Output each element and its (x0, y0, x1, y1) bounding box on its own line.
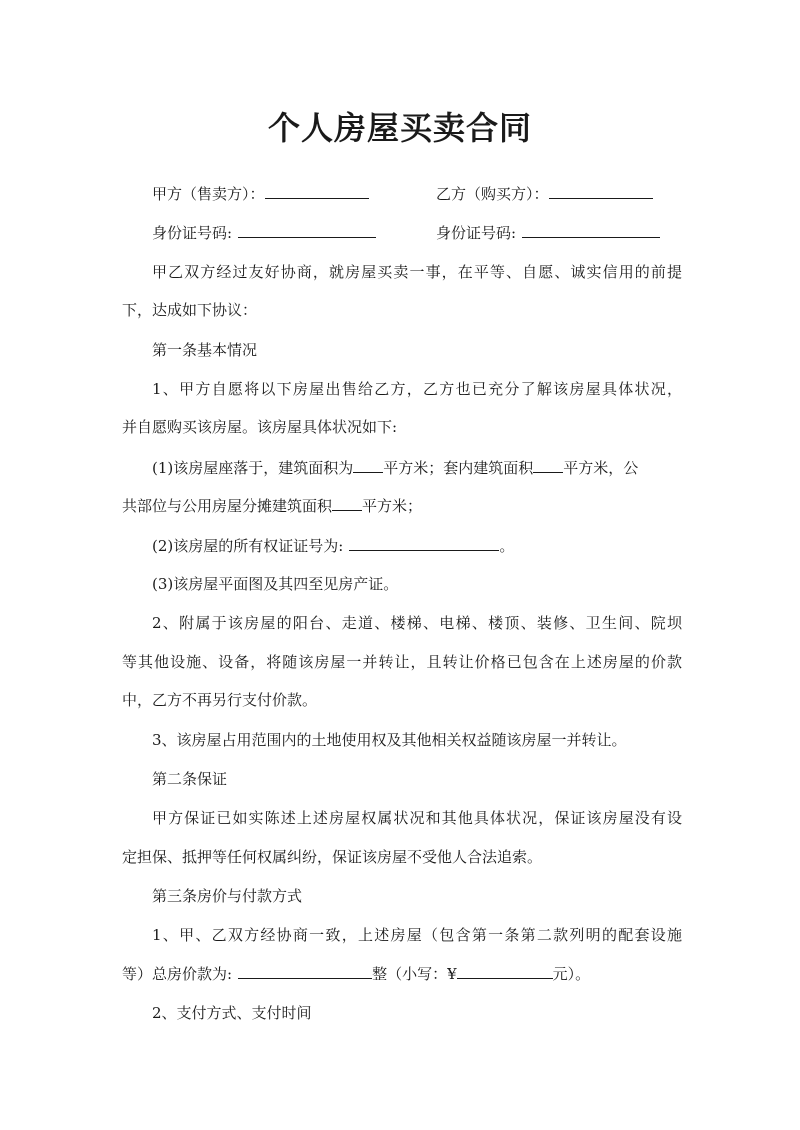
article-3-clause-1-line-1: 1、甲、乙双方经协商一致，上述房屋（包含第一条第二款列明的配套设施 (152, 926, 682, 944)
article-1-item-3: (3)该房屋平面图及其四至见房产证。 (152, 575, 399, 593)
article-1-clause-3: 3、该房屋占用范围内的土地使用权及其他相关权益随该房屋一并转让。 (152, 731, 627, 749)
id-b-label: 身份证号码: (436, 224, 517, 242)
total-price-figures-blank[interactable] (457, 963, 553, 979)
party-b-field (436, 183, 653, 204)
party-a-label: 甲方（售卖方）： (152, 185, 265, 203)
party-a-field (152, 183, 369, 204)
price-text-b: 整（小写：¥ (372, 965, 457, 983)
article-1-clause-2-line-3: 中，乙方不再另行支付价款。 (122, 691, 318, 709)
item-1-text-e: 平方米； (362, 497, 423, 515)
id-a-field (152, 222, 376, 243)
article-1-clause-1-line-1: 1、甲方自愿将以下房屋出售给乙方，乙方也已充分了解该房屋具体状况， (152, 380, 682, 398)
item-1-text-d: 共部位与公用房屋分摊建筑面积 (122, 497, 333, 515)
article-1-item-1-line-1 (152, 457, 712, 478)
price-text-c: 元）。 (552, 965, 591, 983)
article-1-heading: 第一条基本情况 (152, 341, 258, 359)
party-b-blank[interactable] (549, 183, 653, 199)
article-2-line-2: 定担保、抵押等任何权属纠纷，保证该房屋不受他人合法追索。 (122, 848, 543, 866)
id-a-label: 身份证号码: (152, 224, 233, 242)
party-a-blank[interactable] (265, 183, 369, 199)
article-1-clause-2-line-2: 等其他设施、设备，将随该房屋一并转让，且转让价格已包含在上述房屋的价款 (122, 653, 682, 671)
article-2-line-1: 甲方保证已如实陈述上述房屋权属状况和其他具体状况，保证该房屋没有设 (152, 809, 682, 827)
total-price-words-blank[interactable] (238, 963, 372, 979)
article-1-clause-1-line-2: 并自愿购买该房屋。该房屋具体状况如下: (122, 418, 398, 436)
price-text-a: 等）总房价款为: (122, 965, 233, 983)
article-1-item-2 (152, 535, 712, 556)
article-1-clause-2-line-1: 2、附属于该房屋的阳台、走道、楼梯、电梯、楼顶、装修、卫生间、院坝 (152, 614, 682, 632)
building-area-blank[interactable] (353, 457, 383, 473)
article-1-item-1-line-2 (122, 495, 682, 516)
article-3-clause-2: 2、支付方式、支付时间 (152, 1004, 312, 1022)
shared-area-blank[interactable] (332, 495, 362, 511)
item-1-text-a: (1)该房屋座落于，建筑面积为 (152, 459, 354, 477)
item-1-text-c: 平方米，公 (563, 459, 639, 477)
inner-area-blank[interactable] (533, 457, 563, 473)
article-2-heading: 第二条保证 (152, 770, 228, 788)
intro-line-1: 甲乙双方经过友好协商，就房屋买卖一事，在平等、自愿、诚实信用的前提 (152, 263, 682, 281)
article-3-heading: 第三条房价与付款方式 (152, 887, 303, 905)
id-a-blank[interactable] (238, 222, 376, 238)
article-3-clause-1-line-2 (122, 963, 682, 984)
document-title: 个人房屋买卖合同 (267, 109, 532, 147)
intro-line-2: 下，达成如下协议： (122, 301, 258, 319)
party-b-label: 乙方（购买方）： (436, 185, 549, 203)
id-b-blank[interactable] (522, 222, 660, 238)
id-b-field (436, 222, 660, 243)
item-2-text-a: (2)该房屋的所有权证证号为: (152, 537, 344, 555)
item-2-text-b: 。 (499, 537, 515, 555)
item-1-text-b: 平方米；套内建筑面积 (383, 459, 534, 477)
certificate-number-blank[interactable] (349, 535, 499, 551)
